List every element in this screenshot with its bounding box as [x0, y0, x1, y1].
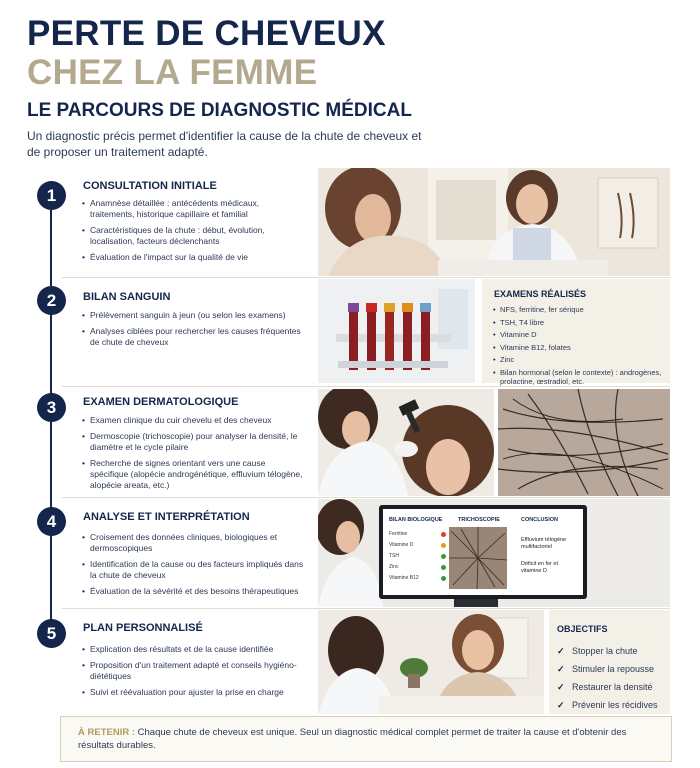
bio-row: [389, 564, 441, 570]
bullet-item: • Croisement des données cliniques, biologiques et dermoscopiques: [80, 532, 305, 554]
intro-text: Un diagnostic précis permet d'identifier la cause de la chute de cheveux et de proposer un traitement adapté.: [27, 129, 422, 159]
bullet-item: • Proposition d'un traitement adapté et conseils hygiéno-diététiques: [80, 660, 305, 682]
bio-label: Zinc: [389, 564, 399, 570]
step-number-badge: 2: [37, 286, 66, 315]
bio-row: [389, 553, 441, 559]
check-icon: ✓: [557, 645, 565, 656]
bullet-item: • Dermoscopie (trichoscopie) pour analyser la densité, le diamètre et le cycle pilaire: [80, 431, 305, 453]
bullet-item: • Suivi et réévaluation pour ajuster la prise en charge: [80, 687, 305, 698]
bullet-item: • Recherche de signes orientant vers une cause spécifique (alopécie androgénétique, effluvium télogène, alopécie areata, etc.): [80, 458, 305, 491]
bio-row: [389, 542, 441, 548]
page-subtitle: LE PARCOURS DE DIAGNOSTIC MÉDICAL: [27, 100, 412, 121]
status-dot: [441, 576, 446, 581]
bullet-item: • Analyses ciblées pour rechercher les causes fréquentes de chute de cheveux: [80, 326, 305, 348]
bullet-item: • Anamnèse détaillée : antécédents médicaux, traitements, historique capillaire et familial: [80, 198, 305, 220]
key-takeaway-box: [60, 716, 672, 762]
conclusion-text: Effluvium télogène multifactoriel: [521, 537, 567, 550]
exam-item: • Bilan hormonal (selon le contexte) : androgènes, prolactine, œstradiol, etc.: [492, 368, 667, 386]
step-bullets: [80, 198, 305, 268]
step-bullets: [80, 415, 305, 496]
page-title-line2: CHEZ LA FEMME: [27, 53, 318, 92]
status-dot: [441, 532, 446, 537]
exam-item: • Vitamine D: [492, 330, 667, 339]
screen-col-title: BILAN BIOLOGIQUE: [389, 517, 443, 523]
objective-label: Stimuler la repousse: [572, 664, 655, 674]
key-takeaway-label: À RETENIR :: [78, 727, 135, 738]
exams-list: [492, 305, 667, 389]
bullet-item: • Explication des résultats et de la cause identifiée: [80, 644, 305, 655]
objective-item: [557, 678, 658, 696]
step-title: BILAN SANGUIN: [83, 291, 171, 303]
bio-row: [389, 531, 441, 537]
step-title: EXAMEN DERMATOLOGIQUE: [83, 396, 239, 408]
step-number-badge: 3: [37, 393, 66, 422]
status-dot: [441, 565, 446, 570]
bullet-item: • Prélèvement sanguin à jeun (ou selon les examens): [80, 310, 305, 321]
bio-label: Vitamine D: [389, 542, 414, 548]
check-icon: ✓: [557, 663, 565, 674]
status-dot: [441, 554, 446, 559]
bullet-item: • Caractéristiques de la chute : début, évolution, localisation, facteurs déclenchants: [80, 225, 305, 247]
step-title: ANALYSE ET INTERPRÉTATION: [83, 511, 250, 523]
blood-tubes-photo: [318, 279, 475, 383]
page-title-line1: PERTE DE CHEVEUX: [27, 14, 386, 53]
screen-col-title: TRICHOSCOPIE: [458, 517, 500, 523]
step-number-badge: 4: [37, 507, 66, 536]
divider: [62, 386, 670, 387]
trichoscopy-image: [449, 527, 507, 589]
step-number-badge: 5: [37, 619, 66, 648]
objectives-list: [557, 642, 658, 714]
screen-col-title: CONCLUSION: [521, 517, 558, 523]
exam-item: • Zinc: [492, 355, 667, 364]
bullet-item: • Identification de la cause ou des facteurs impliqués dans la chute de cheveux: [80, 559, 305, 581]
status-dot: [441, 543, 446, 548]
dermoscopy-photo: [318, 389, 494, 496]
bio-row: [389, 575, 441, 581]
objective-item: [557, 642, 658, 660]
step-bullets: [80, 644, 305, 703]
objective-label: Prévenir les récidives: [572, 700, 658, 710]
objective-label: Stopper la chute: [572, 646, 638, 656]
step-number-badge: 1: [37, 181, 66, 210]
bullet-item: • Évaluation de l'impact sur la qualité de vie: [80, 252, 305, 263]
exam-item: • TSH, T4 libre: [492, 318, 667, 327]
divider: [62, 277, 670, 278]
step-title: PLAN PERSONNALISÉ: [83, 622, 203, 634]
bio-label: TSH: [389, 553, 399, 559]
exam-item: • Vitamine B12, folates: [492, 343, 667, 352]
monitor-screen: [383, 509, 583, 595]
bio-label: Ferritine: [389, 531, 408, 537]
step-bullets: [80, 310, 305, 353]
objective-item: [557, 660, 658, 678]
step-title: CONSULTATION INITIALE: [83, 180, 217, 192]
key-takeaway-text: Chaque chute de cheveux est unique. Seul un diagnostic médical complet permet de traiter la cause et d'obtenir des résultats durables.: [78, 727, 627, 751]
check-icon: ✓: [557, 681, 565, 692]
conclusion-text: Déficit en fer et vitamine D: [521, 561, 558, 574]
consultation-photo: [318, 168, 670, 276]
exams-title: EXAMENS RÉALISÉS: [494, 289, 587, 299]
scalp-closeup-photo: [498, 389, 670, 496]
divider: [62, 608, 670, 609]
objective-label: Restaurer la densité: [572, 682, 653, 692]
bullet-item: • Examen clinique du cuir chevelu et des cheveux: [80, 415, 305, 426]
bullet-item: • Évaluation de la sévérité et des besoins thérapeutiques: [80, 586, 305, 597]
exam-item: • NFS, ferritine, fer sérique: [492, 305, 667, 314]
divider: [62, 497, 670, 498]
step-bullets: [80, 532, 305, 602]
check-icon: ✓: [557, 699, 565, 710]
objectives-title: OBJECTIFS: [557, 624, 608, 634]
objective-item: [557, 696, 658, 714]
follow-up-photo: [318, 610, 544, 714]
bio-label: Vitamine B12: [389, 575, 419, 581]
results-monitor: [379, 505, 587, 599]
